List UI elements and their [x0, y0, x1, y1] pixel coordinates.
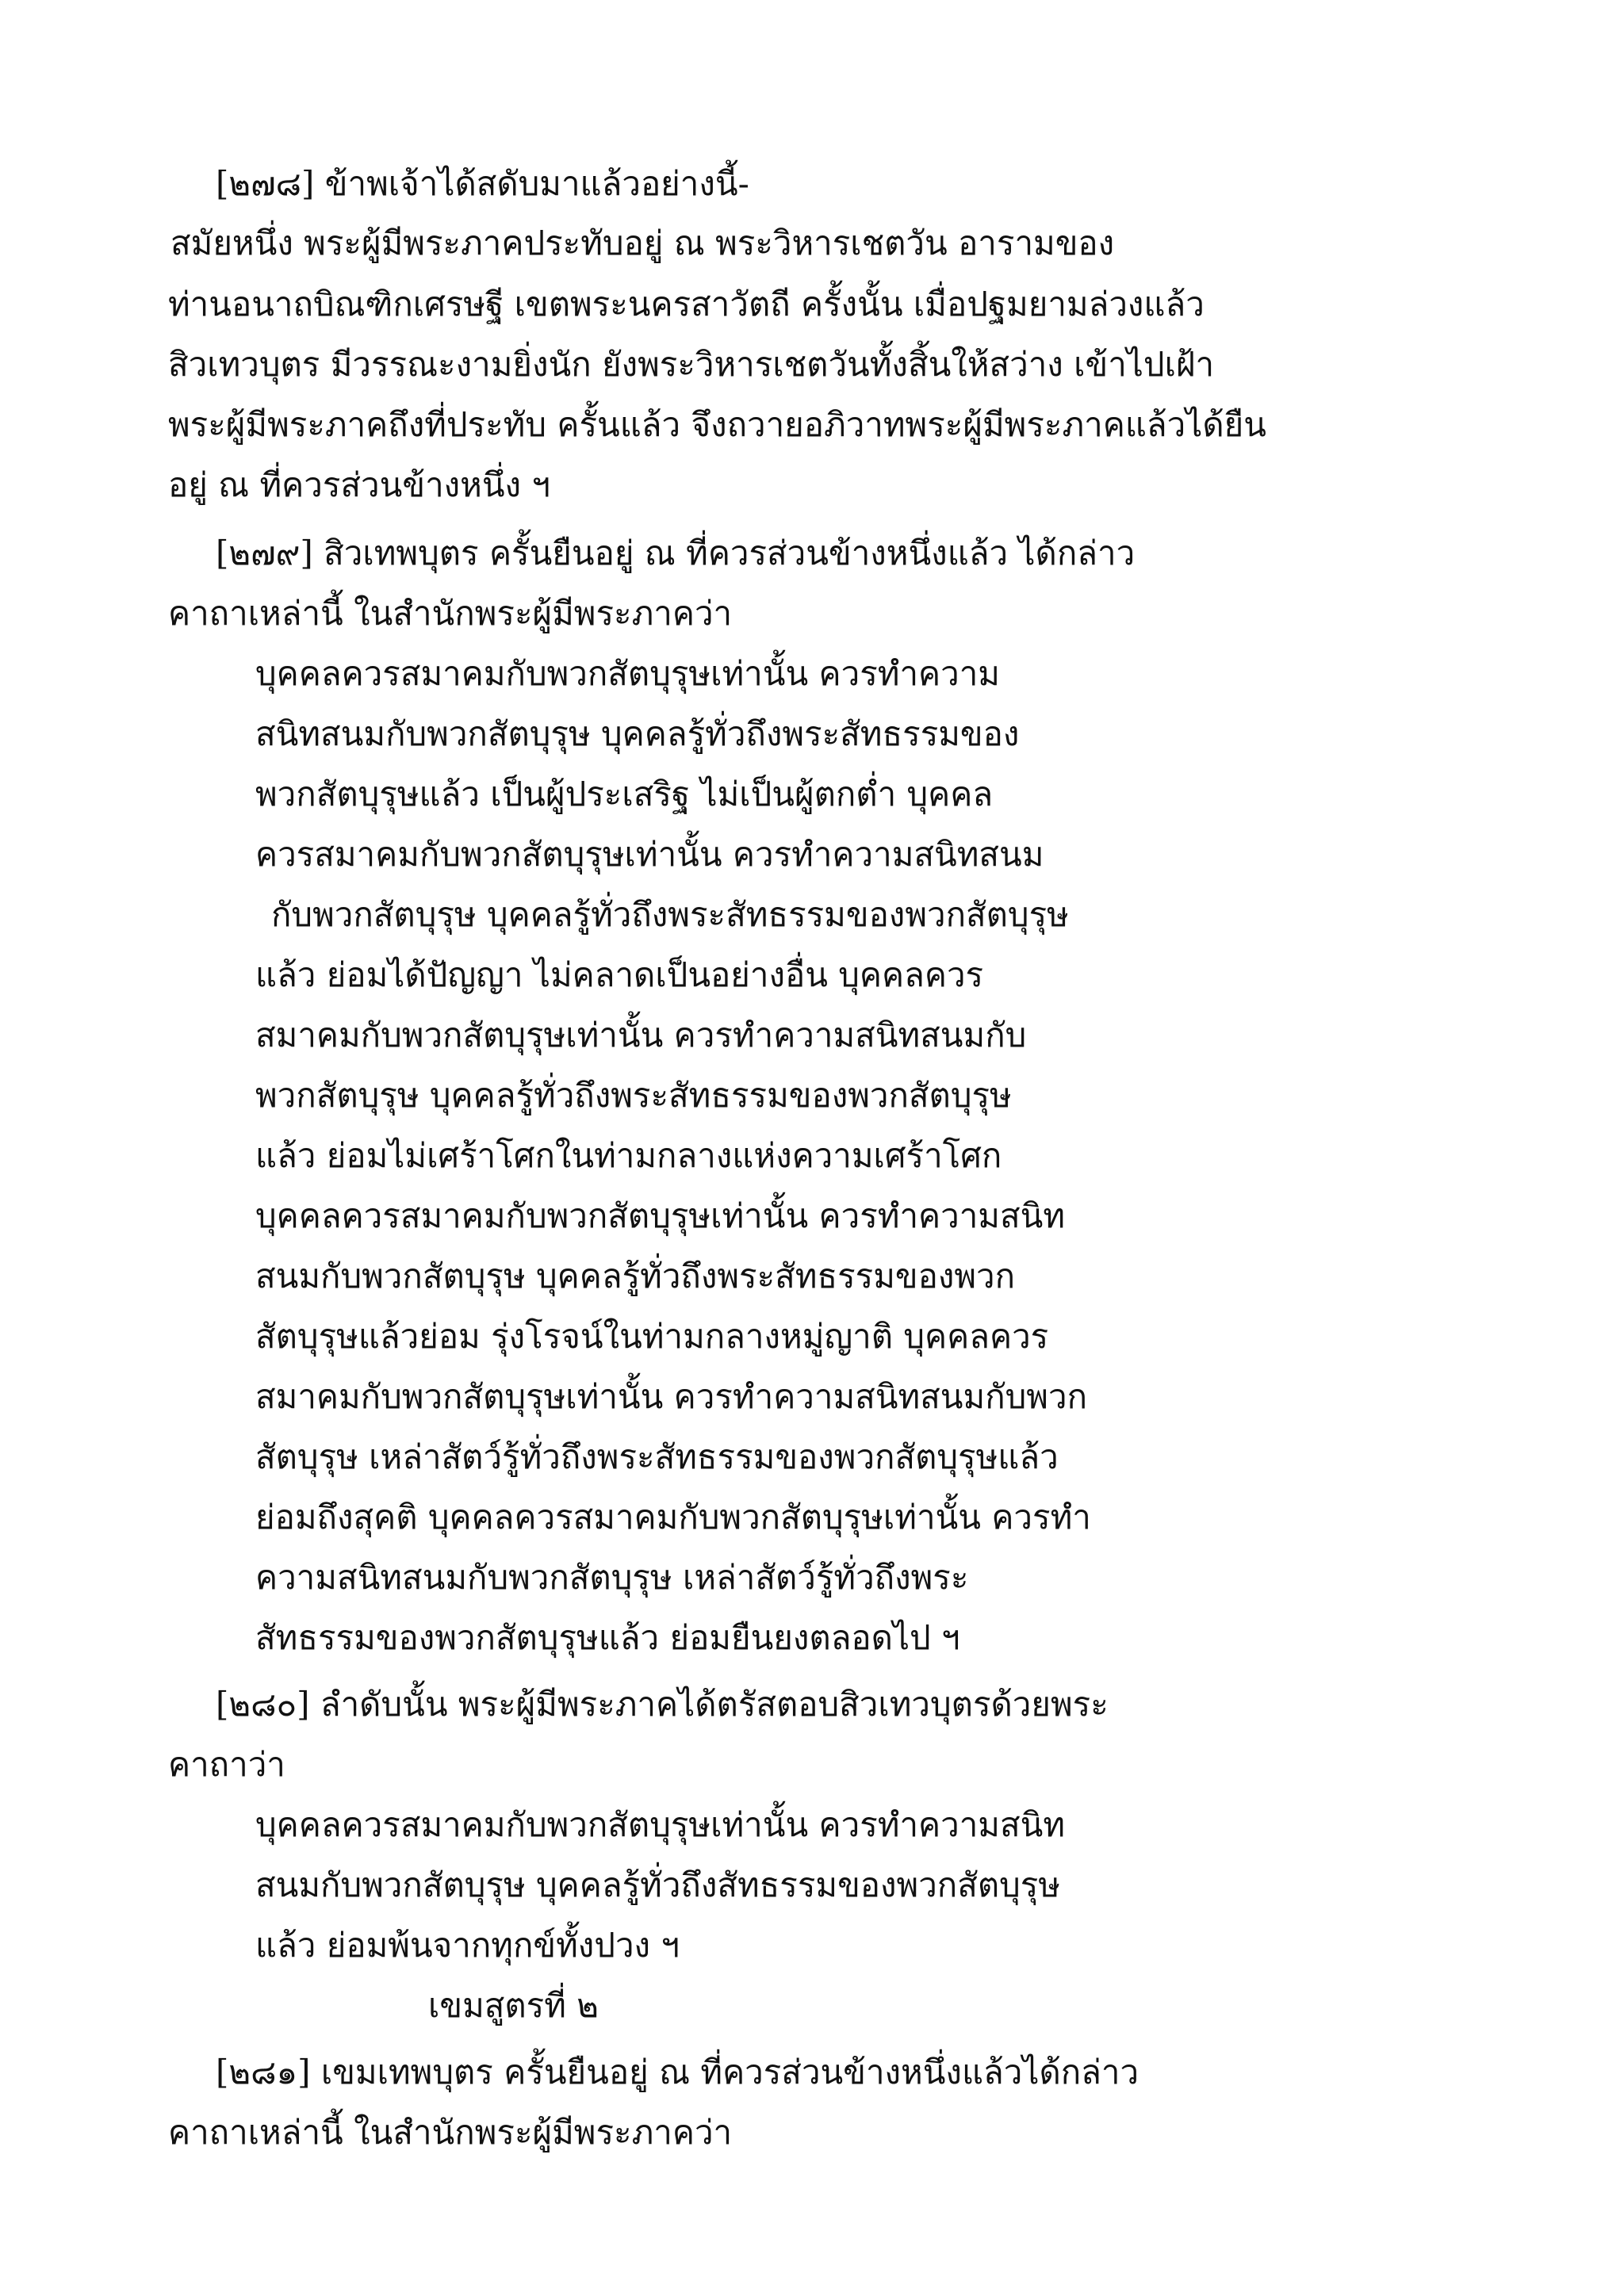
- verse-1-line-14: สัตบุรุษ เหล่าสัตว์รู้ทั่วถึงพระสัทธรรมของพวกสัตบุรุษแล้ว: [255, 1437, 1059, 1476]
- verse-1-line-9: แล้ว ย่อมไม่เศร้าโศกในท่ามกลางแห่งความเศร้าโศก: [255, 1136, 1002, 1175]
- verse-1-line-4: ควรสมาคมกับพวกสัตบุรุษเท่านั้น ควรทำความสนิทสนม: [255, 835, 1044, 874]
- verse-1-line-15: ย่อมถึงสุคติ บุคคลควรสมาคมกับพวกสัตบุรุษเท่านั้น ควรทำ: [255, 1498, 1091, 1536]
- verse-1-line-12: สัตบุรุษแล้วย่อม รุ่งโรจน์ในท่ามกลางหมู่ญาติ บุคคลควร: [255, 1317, 1049, 1356]
- para-279-line-1: [๒๗๙] สิวเทพบุตร ครั้นยืนอยู่ ณ ที่ควรส่วนข้างหนึ่งแล้ว ได้กล่าว: [216, 534, 1136, 572]
- para-281-line-1: [๒๘๑] เขมเทพบุตร ครั้นยืนอยู่ ณ ที่ควรส่วนข้างหนึ่งแล้วได้กล่าว: [216, 2053, 1139, 2091]
- verse-1-line-10: บุคคลควรสมาคมกับพวกสัตบุรุษเท่านั้น ควรทำความสนิท: [255, 1196, 1066, 1235]
- para-280-line-1: [๒๘๐] ลำดับนั้น พระผู้มีพระภาคได้ตรัสตอบสิวเทวบุตรด้วยพระ: [216, 1685, 1109, 1724]
- para-278-line-3: ท่านอนาถบิณฑิกเศรษฐี เขตพระนครสาวัตถี ครั้งนั้น เมื่อปฐมยามล่วงแล้ว: [168, 285, 1205, 323]
- section-title: เขมสูตรที่ ๒: [428, 1986, 599, 2025]
- para-278-line-4: สิวเทวบุตร มีวรรณะงามยิ่งนัก ยังพระวิหารเชตวันทั้งสิ้นให้สว่าง เข้าไปเฝ้า: [168, 345, 1215, 384]
- verse-1-line-5: กับพวกสัตบุรุษ บุคคลรู้ทั่วถึงพระสัทธรรมของพวกสัตบุรุษ: [271, 895, 1069, 934]
- verse-2-line-2: สนมกับพวกสัตบุรุษ บุคคลรู้ทั่วถึงสัทธรรมของพวกสัตบุรุษ: [255, 1866, 1061, 1904]
- para-279-line-2: คาถาเหล่านี้ ในสำนักพระผู้มีพระภาคว่า: [168, 594, 733, 633]
- para-278-line-2: สมัยหนึ่ง พระผู้มีพระภาคประทับอยู่ ณ พระวิหารเชตวัน อารามของ: [170, 224, 1115, 262]
- verse-1-line-11: สนมกับพวกสัตบุรุษ บุคคลรู้ทั่วถึงพระสัทธรรมของพวก: [255, 1257, 1016, 1295]
- verse-1-line-13: สมาคมกับพวกสัตบุรุษเท่านั้น ควรทำความสนิทสนมกับพวก: [255, 1377, 1087, 1416]
- para-280-line-2: คาถาว่า: [168, 1745, 285, 1784]
- verse-1-line-16: ความสนิทสนมกับพวกสัตบุรุษ เหล่าสัตว์รู้ทั่วถึงพระ: [255, 1558, 969, 1597]
- verse-1-line-17: สัทธรรมของพวกสัตบุรุษแล้ว ย่อมยืนยงตลอดไป ฯ: [255, 1618, 960, 1657]
- verse-1-line-6: แล้ว ย่อมได้ปัญญา ไม่คลาดเป็นอย่างอื่น บุคคลควร: [255, 955, 984, 994]
- para-278-line-5: พระผู้มีพระภาคถึงที่ประทับ ครั้นแล้ว จึงถวายอภิวาทพระผู้มีพระภาคแล้วได้ยืน: [168, 405, 1266, 444]
- para-281-line-2: คาถาเหล่านี้ ในสำนักพระผู้มีพระภาคว่า: [168, 2113, 733, 2152]
- para-278-line-1: [๒๗๘] ข้าพเจ้าได้สดับมาแล้วอย่างนี้-: [216, 164, 749, 203]
- para-278-line-6: อยู่ ณ ที่ควรส่วนข้างหนึ่ง ฯ: [168, 465, 550, 504]
- verse-1-line-2: สนิทสนมกับพวกสัตบุรุษ บุคคลรู้ทั่วถึงพระสัทธรรมของ: [255, 714, 1020, 753]
- verse-1-line-7: สมาคมกับพวกสัตบุรุษเท่านั้น ควรทำความสนิทสนมกับ: [255, 1016, 1027, 1054]
- verse-1-line-8: พวกสัตบุรุษ บุคคลรู้ทั่วถึงพระสัทธรรมของพวกสัตบุรุษ: [255, 1076, 1012, 1115]
- verse-1-line-3: พวกสัตบุรุษแล้ว เป็นผู้ประเสริฐ ไม่เป็นผู้ตกต่ำ บุคคล: [255, 775, 994, 813]
- verse-2-line-1: บุคคลควรสมาคมกับพวกสัตบุรุษเท่านั้น ควรทำความสนิท: [255, 1805, 1066, 1844]
- verse-2-line-3: แล้ว ย่อมพ้นจากทุกข์ทั้งปวง ฯ: [255, 1926, 680, 1965]
- verse-1-line-1: บุคคลควรสมาคมกับพวกสัตบุรุษเท่านั้น ควรทำความ: [255, 654, 1000, 693]
